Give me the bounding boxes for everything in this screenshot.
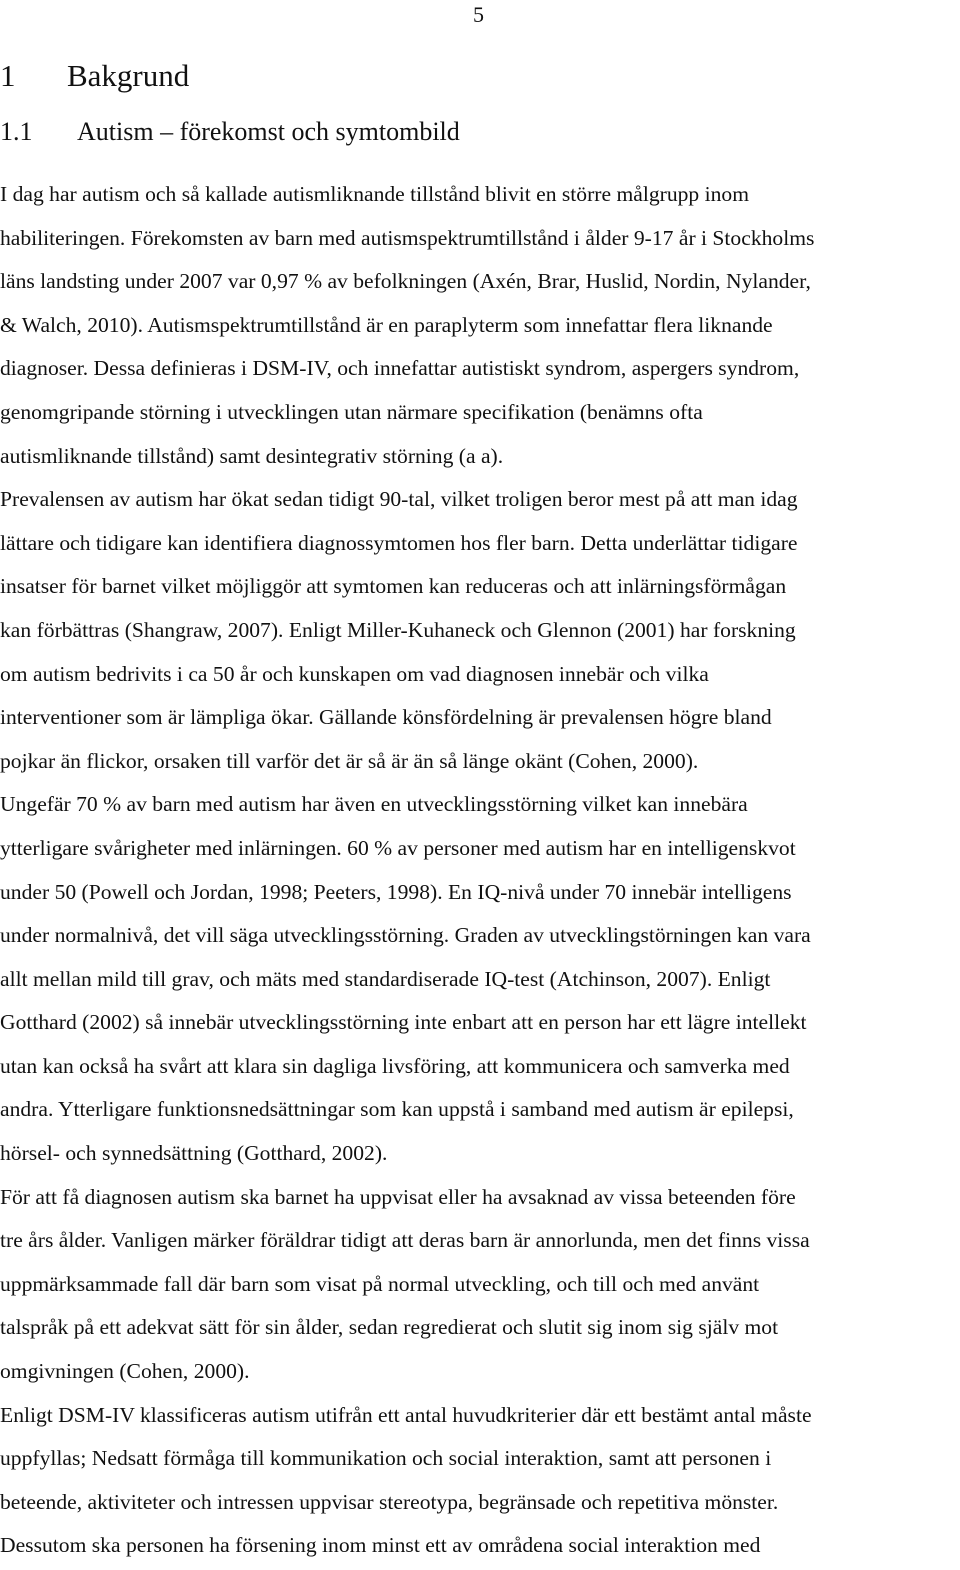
text-line: hörsel- och synnedsättning (Gotthard, 2002). (0, 1141, 388, 1166)
text-line: I dag har autism och så kallade autismliknande tillstånd blivit en större målgrupp inom (0, 182, 750, 206)
text-line: Enligt DSM-IV klassificeras autism utifrån ett antal huvudkriterier där ett bestämt antal måste (0, 1402, 812, 1427)
text-line: autismliknande tillstånd) samt desintegrativ störning (a a). (0, 443, 504, 468)
text-line: talspråk på ett adekvat sätt för sin ålder, sedan regredierat och slutit sig inom sig själv mot (0, 1315, 779, 1340)
text-line: utan kan också ha svårt att klara sin dagliga livsföring, att kommunicera och samverka med (0, 1053, 790, 1078)
text-line: interventioner som är lämpliga ökar. Gällande könsfördelning är prevalensen högre bland (0, 705, 772, 730)
text-line: uppmärksammade fall där barn som visat på normal utveckling, och till och med använt (0, 1271, 760, 1296)
text-line: habiliteringen. Förekomsten av barn med autismspektrumtillstånd i ålder 9-17 år i Stockholms (0, 225, 815, 250)
text-line: diagnoser. Dessa definieras i DSM-IV, och innefattar autistiskt syndrom, aspergers syndrom, (0, 356, 800, 381)
page-number: 5 (473, 2, 484, 27)
body-text (0, 173, 960, 1568)
subsection-title: Autism – förekomst och symtombild (77, 117, 460, 146)
text-line: Dessutom ska personen ha försening inom minst ett av områdena social interaktion med (0, 1533, 761, 1558)
text-line: andra. Ytterligare funktionsnedsättningar som kan uppstå i samband med autism är epilepsi, (0, 1097, 794, 1122)
subsection-heading (0, 116, 460, 148)
text-line: För att få diagnosen autism ska barnet ha uppvisat eller ha avsaknad av vissa beteenden före (0, 1184, 796, 1209)
subsection-number: 1.1 (0, 117, 33, 146)
text-line: & Walch, 2010). Autismspektrumtillstånd är en paraplyterm som innefattar flera liknande (0, 312, 773, 337)
section-heading (0, 58, 189, 94)
text-line: kan förbättras (Shangraw, 2007). Enligt Miller-Kuhaneck och Glennon (2001) har forskning (0, 617, 796, 642)
section-title: Bakgrund (67, 58, 190, 93)
text-line: ytterligare svårigheter med inlärningen. 60 % av personer med autism har en intelligenskvot (0, 835, 796, 860)
text-line: Gotthard (2002) så innebär utvecklingsstörning inte enbart att en person har ett lägre intellekt (0, 1010, 807, 1035)
text-line: om autism bedrivits i ca 50 år och kunskapen om vad diagnosen innebär och vilka (0, 661, 709, 686)
text-line: beteende, aktiviteter och intressen uppvisar stereotypa, begränsade och repetitiva mönster. (0, 1489, 779, 1514)
section-number: 1 (0, 58, 16, 93)
text-line: tre års ålder. Vanligen märker föräldrar tidigt att deras barn är annorlunda, men det finns vissa (0, 1228, 810, 1253)
text-line: under 50 (Powell och Jordan, 1998; Peeters, 1998). En IQ-nivå under 70 innebär intelligens (0, 879, 792, 904)
text-line: läns landsting under 2007 var 0,97 % av befolkningen (Axén, Brar, Huslid, Nordin, Nylander, (0, 269, 811, 294)
text-line: under normalnivå, det vill säga utvecklingsstörning. Graden av utvecklingstörningen kan vara (0, 923, 811, 948)
text-line: genomgripande störning i utvecklingen utan närmare specifikation (benämns ofta (0, 399, 703, 424)
text-line: uppfyllas; Nedsatt förmåga till kommunikation och social interaktion, samt att personen i (0, 1446, 772, 1471)
text-line: pojkar än flickor, orsaken till varför det är så är än så länge okänt (Cohen, 2000). (0, 748, 699, 773)
text-line: lättare och tidigare kan identifiera diagnossymtomen hos fler barn. Detta underlättar tidigare (0, 530, 798, 555)
text-line: allt mellan mild till grav, och mäts med standardiserade IQ-test (Atchinson, 2007). Enligt (0, 966, 771, 991)
text-line: insatser för barnet vilket möjliggör att symtomen kan reduceras och att inlärningsförmågan (0, 574, 787, 599)
text-line: omgivningen (Cohen, 2000). (0, 1359, 250, 1384)
text-line: Prevalensen av autism har ökat sedan tidigt 90-tal, vilket troligen beror mest på att man idag (0, 487, 798, 512)
text-line: Ungefär 70 % av barn med autism har även en utvecklingsstörning vilket kan innebära (0, 792, 748, 817)
